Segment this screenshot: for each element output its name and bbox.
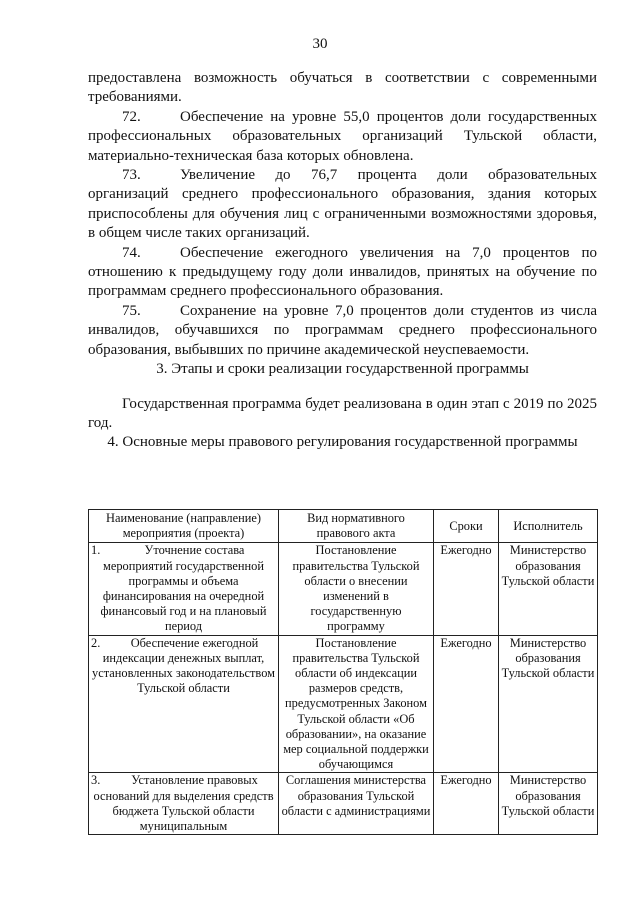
legal-measures-table (88, 509, 598, 835)
table-header-row (89, 510, 598, 543)
paragraph-number: 73. (122, 167, 141, 184)
cell-name-text: Обеспечение ежегодной индексации денежных выплат, установленных законодательством Тульской области (92, 635, 275, 696)
cell-name (89, 635, 279, 773)
cell-act: Постановление правительства Тульской области об индексации размеров средств, предусмотренных Законом Тульской области «Об образовании», на оказание мер социальной поддержки обучающимся (279, 635, 434, 773)
cell-act: Постановление правительства Тульской области о внесении изменений в государственную программу (279, 543, 434, 635)
paragraph-75 (88, 302, 597, 360)
paragraph-text: Обеспечение ежегодного увеличения на 7,0 процентов по отношению к предыдущему году доли инвалидов, принятых на обучение по программам среднего профессионального образования. (88, 244, 597, 300)
paragraph-72 (88, 108, 597, 166)
section-3-text: Государственная программа будет реализована в один этап с 2019 по 2025 год. (88, 395, 597, 431)
header-name: Наименование (направление) мероприятия (проекта) (89, 510, 279, 543)
paragraph-continued (88, 69, 597, 108)
cell-executor: Министерство образования Тульской области (499, 543, 598, 635)
cell-term: Ежегодно (434, 543, 499, 635)
paragraph-text: Сохранение на уровне 7,0 процентов доли студентов из числа инвалидов, обучавшихся по программам среднего профессионального образования, выбывших по причине академической неуспеваемости. (88, 302, 597, 358)
cell-term: Ежегодно (434, 773, 499, 835)
document-body (88, 69, 597, 453)
cell-term: Ежегодно (434, 635, 499, 773)
paragraph-text: Обеспечение на уровне 55,0 процентов доли государственных профессиональных образовательных организаций Тульской области, материально-техническая база которых обновлена. (88, 108, 597, 164)
header-act: Вид нормативного правового акта (279, 510, 434, 543)
table-row (89, 543, 598, 635)
cell-act: Соглашения министерства образования Тульской области с администрациями (279, 773, 434, 835)
paragraph-number: 72. (122, 108, 141, 125)
row-number: 3. (91, 773, 101, 788)
cell-name-text: Уточнение состава мероприятий государственной программы и объема финансирования на очередной финансовый год и на плановый период (100, 543, 267, 634)
cell-name-text: Установление правовых оснований для выделения средств бюджета Тульской области муниципальным (93, 773, 274, 834)
header-term: Сроки (434, 510, 499, 543)
section-4-heading: 4. Основные меры правового регулирования государственной программы (107, 434, 578, 451)
cell-executor: Министерство образования Тульской области (499, 773, 598, 835)
header-executor: Исполнитель (499, 510, 598, 543)
paragraph-text: предоставлена возможность обучаться в соответствии с современными требованиями. (88, 70, 597, 106)
paragraph-number: 74. (122, 244, 141, 261)
section-3-heading: 3. Этапы и сроки реализации государственной программы (156, 361, 529, 378)
row-number: 1. (91, 543, 101, 558)
table-row (89, 773, 598, 835)
paragraph-74 (88, 244, 597, 302)
paragraph-text: Увеличение до 76,7 процента доли образовательных организаций среднего профессионального образования, здания которых приспособлены для обучения лиц с ограниченными возможностями здоровья, в общем числе таких организаций. (88, 167, 597, 242)
cell-name (89, 773, 279, 835)
cell-executor: Министерство образования Тульской области (499, 635, 598, 773)
row-number: 2. (91, 635, 101, 650)
paragraph-number: 75. (122, 302, 141, 319)
page-number: 30 (312, 36, 328, 52)
cell-name (89, 543, 279, 635)
table-row (89, 635, 598, 773)
paragraph-73 (88, 166, 597, 244)
